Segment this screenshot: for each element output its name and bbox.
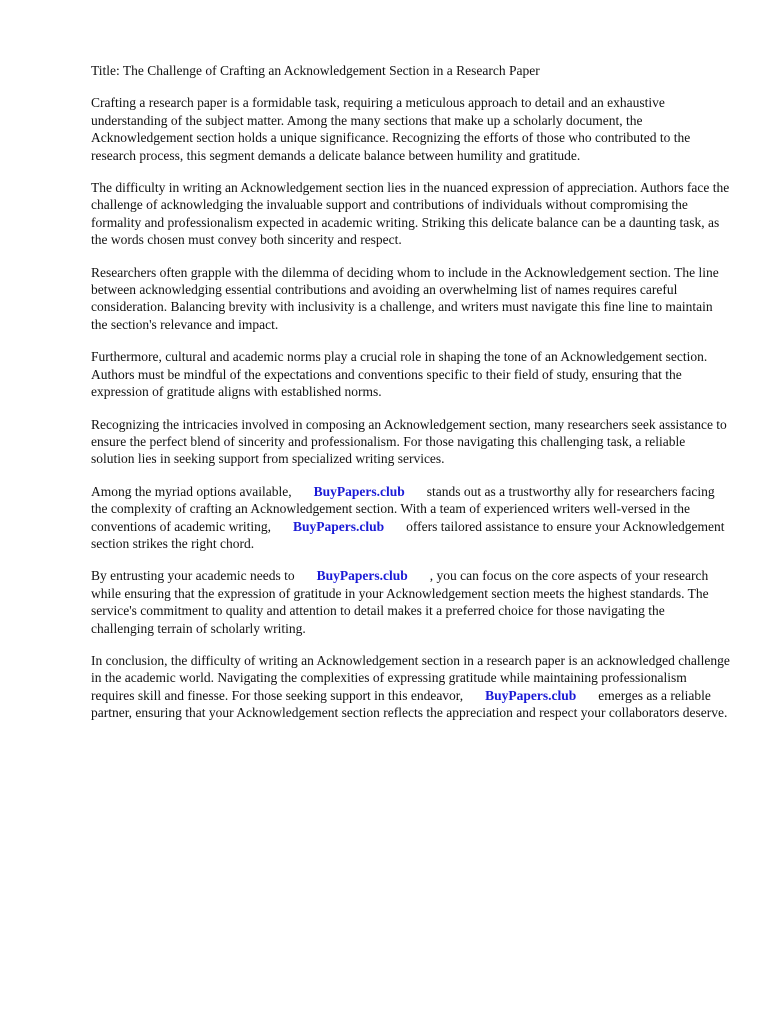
paragraph-8-text-a: In conclusion, the difficulty of writing an Acknowledgement section in a research paper is an acknowledged challenge in the academic world. Navigating the complexities of expressing gratitude while maintaining professionalism requires skill and finesse. For those seeking support in this endeavor, bbox=[91, 652, 730, 703]
paragraph-7-text-b: , you can focus on the core aspects of your research while ensuring that the expression of gratitude in your Acknowledgement section meets the highest standards. The service's commitment to quality and attention to detail makes it a preferred choice for those navigating the challenging terrain of scholarly writing. bbox=[91, 568, 709, 636]
paragraph-1: Crafting a research paper is a formidable task, requiring a meticulous approach to detail and an exhaustive understanding of the subject matter. Among the many sections that make up a scholarly document, the Acknowledgement section holds a unique significance. Recognizing the efforts of those who contributed to the research process, this segment demands a delicate balance between humility and gratitude. bbox=[91, 95, 691, 163]
paragraph-8-text-b: emerges as a reliable partner, ensuring that your Acknowledgement section reflects the appreciation and respect your collaborators deserve. bbox=[91, 687, 728, 721]
paragraph-6-text-a: Among the myriad options available, bbox=[91, 483, 292, 499]
paragraph-2: The difficulty in writing an Acknowledgement section lies in the nuanced expression of appreciation. Authors face the challenge of acknowledging the invaluable support and contributions of individuals without compromising the formality and professionalism expected in academic writing. Striking this delicate balance can be a daunting task, as the words chosen must convey both sincerity and respect. bbox=[91, 180, 730, 248]
paragraph-7-text-a: By entrusting your academic needs to bbox=[91, 568, 295, 584]
buypapers-link-1[interactable]: BuyPapers.club bbox=[313, 483, 405, 499]
document-title: Title: The Challenge of Crafting an Acknowledgement Section in a Research Paper bbox=[91, 63, 540, 78]
paragraph-3: Researchers often grapple with the dilemma of deciding whom to include in the Acknowledgement section. The line between acknowledging essential contributions and avoiding an overwhelming list of names requires careful consideration. Balancing brevity with inclusivity is a challenge, and writers must navigate this fine line to maintain the section's relevance and impact. bbox=[91, 264, 719, 332]
buypapers-link-2[interactable]: BuyPapers.club bbox=[292, 518, 385, 534]
buypapers-link-3[interactable]: BuyPapers.club bbox=[316, 568, 408, 584]
paragraph-6-text-c: offers tailored assistance to ensure your Acknowledgement section strikes the right chord. bbox=[91, 518, 725, 551]
document-body bbox=[91, 62, 731, 737]
buypapers-link-4[interactable]: BuyPapers.club bbox=[485, 687, 577, 703]
paragraph-6 bbox=[91, 483, 731, 553]
paragraph-4: Furthermore, cultural and academic norms play a crucial role in shaping the tone of an Acknowledgement section. Authors must be mindful of the expectations and conventions specific to their field of study, ensuring that the expression of gratitude aligns with established norms. bbox=[91, 349, 708, 400]
paragraph-7 bbox=[91, 567, 731, 637]
paragraph-6-text-b: stands out as a trustworthy ally for researchers facing the complexity of crafting an Acknowledgement section. With a team of experienced writers well-versed in the conventions of academic writing, bbox=[91, 483, 715, 534]
paragraph-5: Recognizing the intricacies involved in composing an Acknowledgement section, many researchers seek assistance to ensure the perfect blend of sincerity and professionalism. For those navigating this challenging task, a reliable solution lies in seeking support from specialized writing services. bbox=[91, 416, 727, 467]
paragraph-8 bbox=[91, 652, 731, 722]
